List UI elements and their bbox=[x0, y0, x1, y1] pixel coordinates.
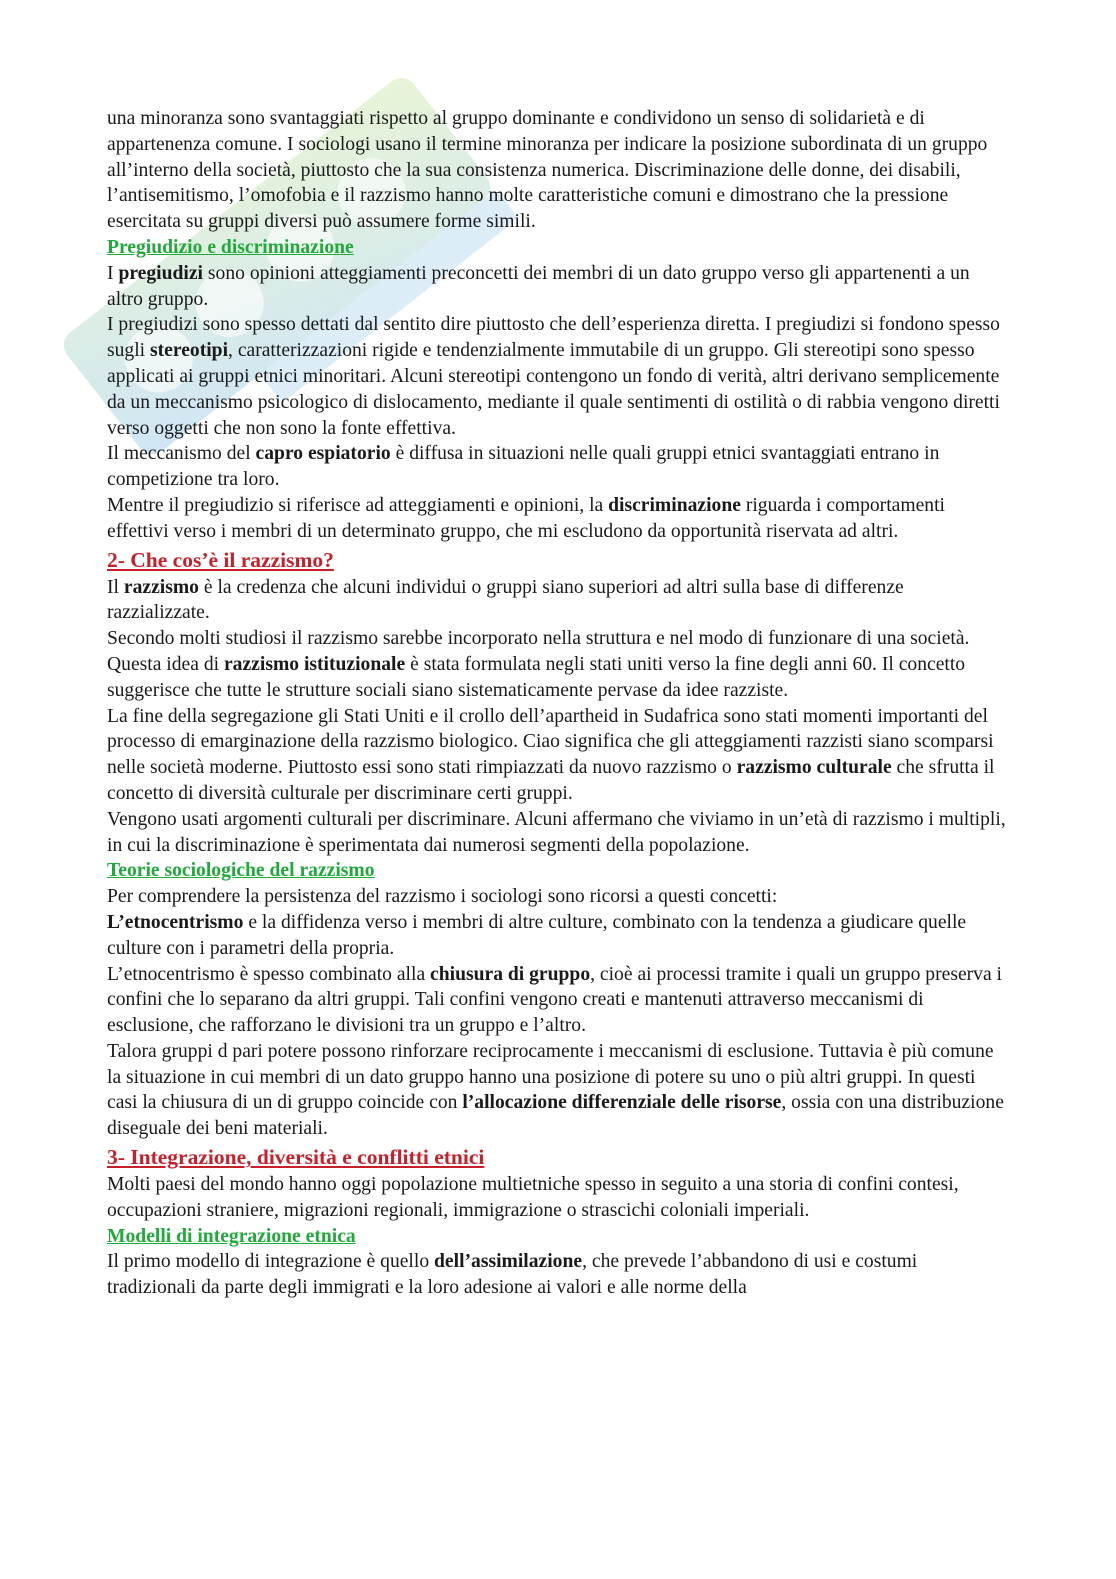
paragraph bbox=[107, 312, 1007, 441]
text-run: L’etnocentrismo è spesso combinato alla bbox=[107, 963, 431, 985]
bold-term: chiusura di gruppo bbox=[430, 963, 591, 985]
bold-term: razzismo bbox=[123, 576, 199, 598]
document-body bbox=[107, 106, 1007, 1301]
text-run: Il bbox=[107, 576, 124, 598]
paragraph bbox=[107, 704, 1007, 807]
subsection-heading: Pregiudizio e discriminazione bbox=[107, 236, 354, 258]
text-run: Talora gruppi d pari potere possono rinforzare reciprocamente i meccanismi di esclusione. Tuttavia è più comune la situazione in cui membri di un dato gruppo hanno una posizione di potere su uno o più altri gruppi. In questi casi la chiusura di un di gruppo coincide con bbox=[107, 1040, 994, 1114]
bold-term: razzismo istituzionale bbox=[223, 653, 406, 675]
bold-term: capro espiatorio bbox=[255, 443, 391, 465]
text-run: una minoranza sono svantaggiati rispetto al gruppo dominante e condividono un senso di solidarietà e di appartenenza comune. I sociologi usano il termine minoranza per indicare la posizione subordinata di un gruppo all’interno della società, piuttosto che la sua consistenza numerica. Discriminazione delle donne, dei disabili, l’antisemitismo, l’omofobia e il razzismo hanno molte caratteristiche comuni e dimostrano che la pressione esercitata su gruppi diversi può assumere forme simili. bbox=[107, 108, 988, 233]
text-run: Secondo molti studiosi il razzismo sarebbe incorporato nella struttura e nel modo di funzionare di una società. Questa idea di bbox=[107, 628, 970, 675]
text-run: Per comprendere la persistenza del razzismo i sociologi sono ricorsi a questi concetti: bbox=[107, 886, 778, 908]
bold-term: stereotipi bbox=[150, 340, 229, 362]
text-run: , cioè ai processi tramite i quali un gruppo preserva i confini che lo separano da altri gruppi. Tali confini vengono creati e mantenuti attraverso meccanismi di esclusione, che rafforzano le divisioni tra un gruppo e l’altro. bbox=[107, 963, 1003, 1037]
paragraph bbox=[107, 1249, 1007, 1301]
bold-term: l’allocazione differenziale delle risorse bbox=[462, 1092, 782, 1114]
bold-term: dell’assimilazione bbox=[434, 1251, 583, 1273]
paragraph bbox=[107, 106, 1007, 235]
text-run: è stata formulata negli stati uniti verso la fine degli anni 60. Il concetto suggerisce che tutte le strutture sociali siano sistematicamente pervase da idee razziste. bbox=[107, 653, 966, 701]
paragraph bbox=[107, 1172, 1007, 1224]
subsection-heading: Teorie sociologiche del razzismo bbox=[107, 860, 375, 882]
text-run: Vengono usati argomenti culturali per discriminare. Alcuni affermano che viviamo in un’età di razzismo i multipli, in cui la discriminazione è sperimentata dai numerosi segmenti della popolazione. bbox=[107, 808, 1006, 856]
text-run: riguarda i comportamenti effettivi verso i membri di un determinato gruppo, che mi escludono da opportunità riservata ad altri. bbox=[107, 494, 945, 542]
bold-term: pregiudizi bbox=[118, 262, 203, 284]
text-run: Molti paesi del mondo hanno oggi popolazione multietniche spesso in seguito a una storia di confini contesi, occupazioni straniere, migrazioni regionali, immigrazione o strascichi coloniali imperiali. bbox=[107, 1174, 959, 1221]
paragraph bbox=[107, 962, 1007, 1039]
paragraph bbox=[107, 441, 1007, 493]
text-run: , caratterizzazioni rigide e tendenzialmente immutabile di un gruppo. Gli stereotipi sono spesso applicati ai gruppi etnici minoritari. Alcuni stereotipi contengono un fondo di verità, altri derivano semplicemente da un meccanismo psicologico di dislocamento, mediante il quale sentimenti di ostilità o di rabbia vengono diretti verso oggetti che non sono la fonte effettiva. bbox=[107, 340, 1000, 439]
paragraph bbox=[107, 910, 1007, 962]
subsection-heading: Modelli di integrazione etnica bbox=[107, 1225, 356, 1247]
text-run: è diffusa in situazioni nelle quali gruppi etnici svantaggiati entrano in competizione tra loro. bbox=[107, 443, 940, 491]
text-run: I pregiudizi sono spesso dettati dal sentito dire piuttosto che dell’esperienza diretta. I pregiudizi si fondono spesso sugli bbox=[107, 314, 1000, 362]
paragraph bbox=[107, 626, 1007, 703]
section-heading: 3- Integrazione, diversità e conflitti etnici bbox=[107, 1145, 485, 1170]
paragraph bbox=[107, 884, 1007, 910]
text-run: , ossia con una distribuzione diseguale dei beni materiali. bbox=[107, 1092, 1004, 1140]
bold-term: razzismo culturale bbox=[736, 757, 892, 779]
text-run: Mentre il pregiudizio si riferisce ad atteggiamenti e opinioni, la bbox=[107, 494, 609, 516]
text-run: è la credenza che alcuni individui o gruppi siano superiori ad altri sulla base di differenze razzializzate. bbox=[107, 576, 904, 624]
text-run: Il primo modello di integrazione è quello bbox=[107, 1251, 435, 1273]
text-run: e la diffidenza verso i membri di altre culture, combinato con la tendenza a giudicare quelle culture con i parametri della propria. bbox=[107, 911, 967, 959]
section-heading: 2- Che cos’è il razzismo? bbox=[107, 547, 334, 572]
text-run: che sfrutta il concetto di diversità culturale per discriminare certi gruppi. bbox=[107, 757, 995, 804]
text-run: sono opinioni atteggiamenti preconcetti dei membri di un dato gruppo verso gli appartenenti a un altro gruppo. bbox=[107, 262, 970, 310]
paragraph bbox=[107, 575, 1007, 627]
paragraph bbox=[107, 807, 1007, 859]
text-run: La fine della segregazione gli Stati Uniti e il crollo dell’apartheid in Sudafrica sono stati momenti importanti del processo di emarginazione della razzismo biologico. Ciao significa che gli atteggiamenti razzisti siano scomparsi nelle società moderne. Piuttosto essi sono stati rimpiazzati da nuovo razzismo o bbox=[107, 705, 994, 779]
paragraph bbox=[107, 1039, 1007, 1142]
bold-term: L’etnocentrismo bbox=[107, 911, 244, 933]
text-run: , che prevede l’abbandono di usi e costumi tradizionali da parte degli immigrati e la loro adesione ai valori e alle norme della bbox=[107, 1251, 918, 1299]
text-run: Il meccanismo del bbox=[107, 443, 256, 465]
text-run: I bbox=[107, 262, 119, 284]
paragraph bbox=[107, 261, 1007, 313]
bold-term: discriminazione bbox=[608, 494, 741, 516]
paragraph bbox=[107, 493, 1007, 545]
